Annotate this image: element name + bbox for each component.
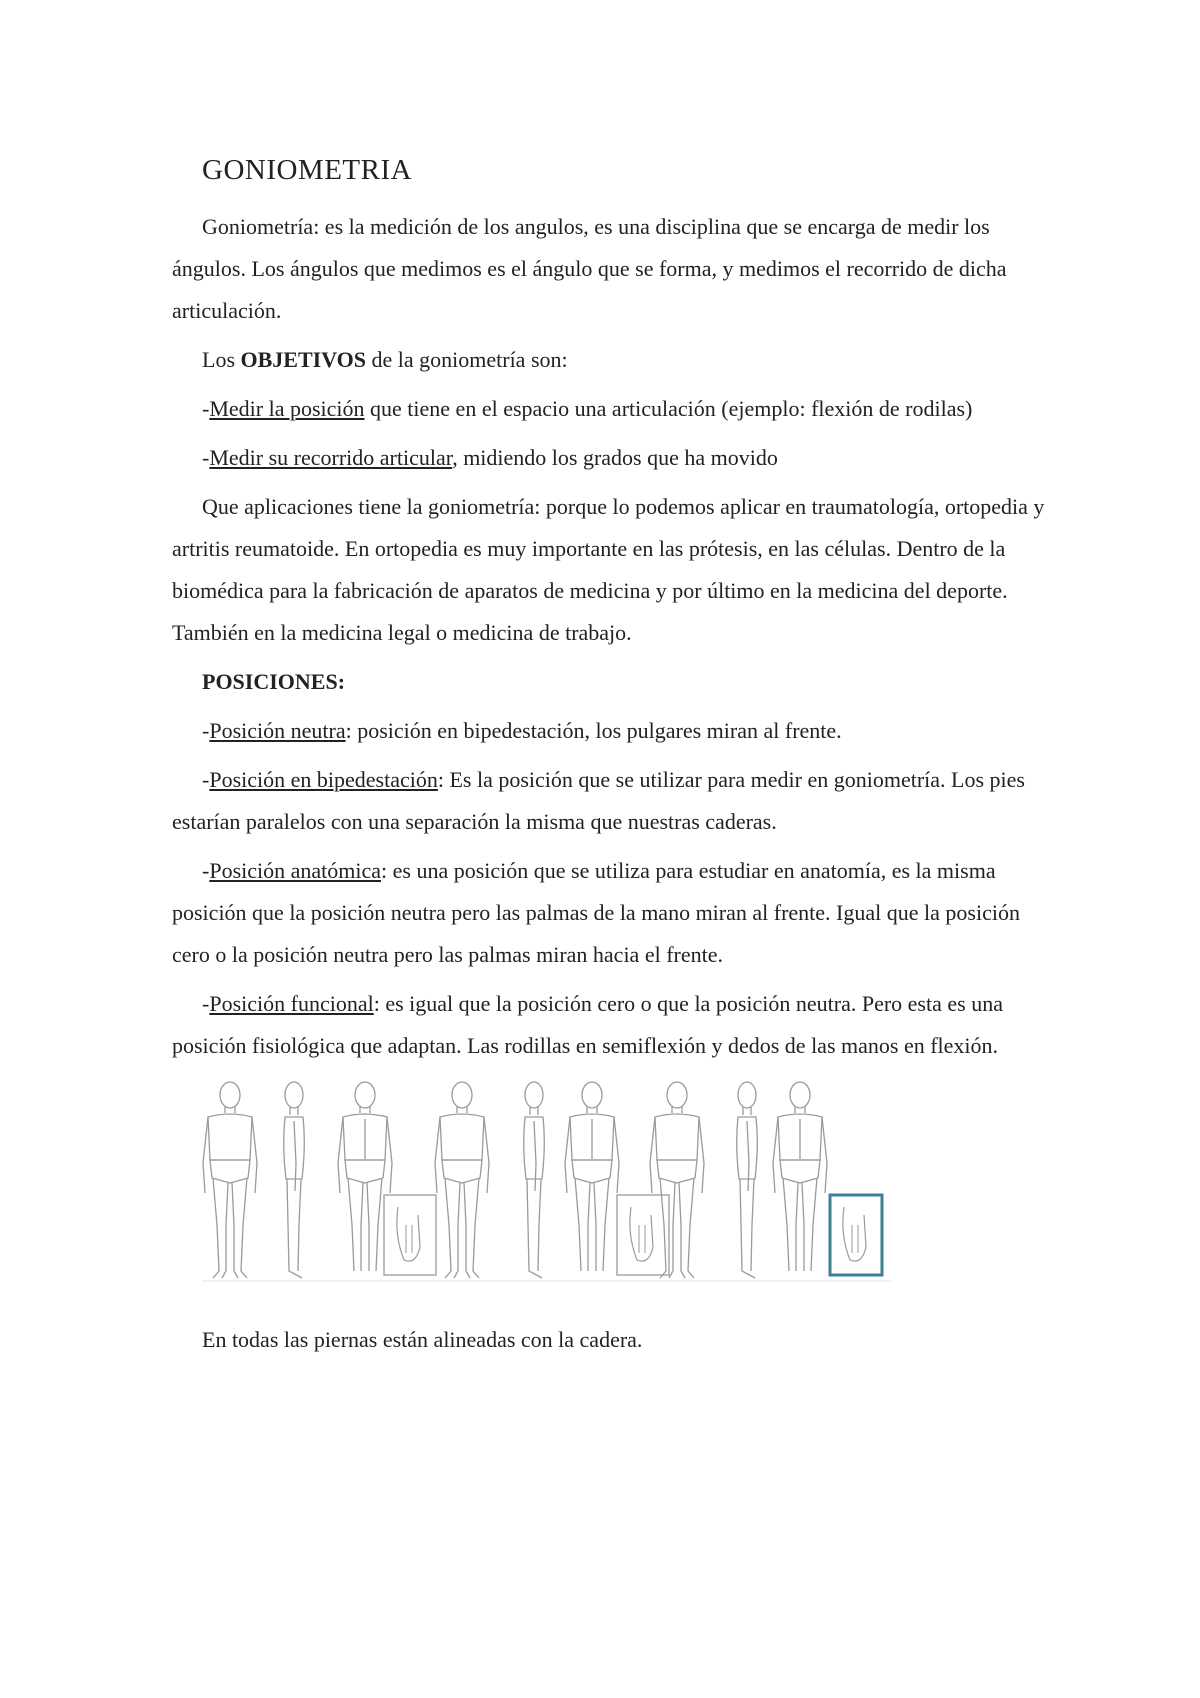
figure-side-2 xyxy=(524,1082,545,1278)
figure-side-1 xyxy=(284,1082,305,1278)
caption: En todas las piernas están alineadas con la cadera. xyxy=(202,1327,643,1352)
text: : es igual que la posición cero o que la posición neutra. Pero esta es una posición fisiológica que adaptan. Las rodillas en semiflexión y dedos de las manos en flexión. xyxy=(172,991,1003,1058)
underlined-term: Posición en bipedestación xyxy=(209,767,438,792)
figure-back-3 xyxy=(773,1082,827,1271)
hand-detail-2 xyxy=(617,1195,669,1275)
hand-detail-1 xyxy=(384,1195,436,1275)
page-title: GONIOMETRIA xyxy=(202,154,413,186)
underlined-term: Posición funcional xyxy=(209,991,374,1016)
position-item xyxy=(172,710,1052,752)
section-heading xyxy=(172,661,1052,703)
text: : Es la posición que se utilizar para medir en goniometría. Los pies estarían paralelos con una separación la misma que nuestras caderas. xyxy=(172,767,1025,834)
body-positions-illustration xyxy=(202,1075,892,1285)
underlined-term: Posición neutra xyxy=(209,718,346,743)
text: : es una posición que se utiliza para estudiar en anatomía, es la misma posición que la posición neutra pero las palmas de la mano miran al frente. Igual que la posición cero o la posición neutra pero las palmas miran hacia el frente. xyxy=(172,858,1020,967)
dash: - xyxy=(202,396,210,421)
position-item xyxy=(172,759,1052,843)
dash: - xyxy=(202,991,210,1016)
dash: - xyxy=(202,445,210,470)
position-item xyxy=(172,850,1052,976)
position-item xyxy=(172,983,1052,1067)
paragraph-objectives-intro xyxy=(172,339,1052,381)
figure-side-3 xyxy=(737,1082,758,1278)
paragraph-applications: Que aplicaciones tiene la goniometría: porque lo podemos aplicar en traumatología, ortopedia y artritis reumatoide. En ortopedia es muy importante en las prótesis, en las células. Dentro de la biomédica para la fabricación de aparatos de medicina y por último en la medicina del deporte. También en la medicina legal o medicina de trabajo. xyxy=(172,494,1045,645)
document-page xyxy=(172,150,1052,1368)
figure-front-1 xyxy=(203,1082,257,1278)
text: de la goniometría son: xyxy=(366,347,568,372)
dash: - xyxy=(202,858,210,883)
body-figures-svg xyxy=(202,1075,892,1285)
text: que tiene en el espacio una articulación (ejemplo: flexión de rodilas) xyxy=(364,396,973,421)
underlined-term: Posición anatómica xyxy=(209,858,382,883)
bold-text: POSICIONES: xyxy=(202,669,346,694)
hand-detail-3 xyxy=(830,1195,882,1275)
figure-back-2 xyxy=(565,1082,619,1271)
dash: - xyxy=(202,767,210,792)
text: Los xyxy=(202,347,241,372)
text: : posición en bipedestación, los pulgares miran al frente. xyxy=(345,718,842,743)
text: , midiendo los grados que ha movido xyxy=(452,445,778,470)
dash: - xyxy=(202,718,210,743)
objective-item xyxy=(172,388,1052,430)
bold-text: OBJETIVOS xyxy=(240,347,366,372)
underlined-term: Medir la posición xyxy=(209,396,365,421)
underlined-term: Medir su recorrido articular xyxy=(209,445,453,470)
paragraph-definition: Goniometría: es la medición de los angulos, es una disciplina que se encarga de medir los ángulos. Los ángulos que medimos es el ángulo que se forma, y medimos el recorrido de dicha articulación. xyxy=(172,214,1007,323)
objective-item xyxy=(172,437,1052,479)
figure-front-2 xyxy=(435,1082,489,1278)
